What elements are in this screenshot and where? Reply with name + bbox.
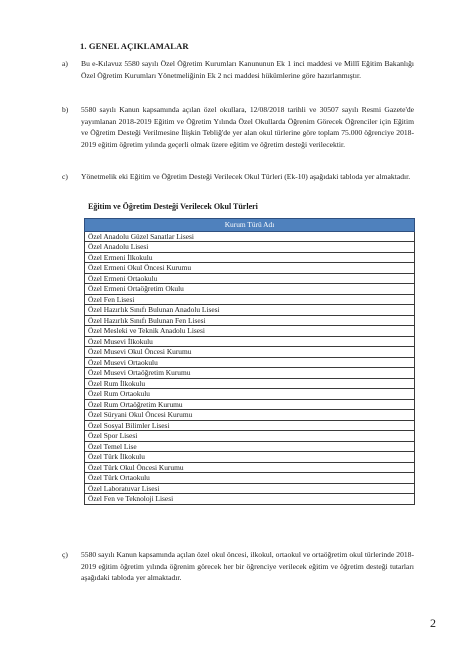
paragraph-a (62, 58, 414, 81)
table-row (85, 347, 415, 358)
table-row (85, 284, 415, 295)
table-caption: Eğitim ve Öğretim Desteği Verilecek Okul Türleri (88, 202, 258, 211)
table-row (85, 315, 415, 326)
table-cell: Özel Ermeni Okul Öncesi Kurumu (85, 263, 415, 274)
table-cell: Özel Fen Lisesi (85, 294, 415, 305)
paragraph-c (62, 171, 414, 183)
table-cell: Özel Fen ve Teknoloji Lisesi (85, 494, 415, 505)
table-row (85, 494, 415, 505)
paragraph-text: 5580 sayılı Kanun kapsamında açılan özel okullara, 12/08/2018 tarihli ve 30507 sayılı Resmi Gazete'de yayımlanan 2018-2019 Eğitim ve Öğretim Yılında Özel Okullarda Öğrenim Görecek Öğrenciler için Eğitim ve Öğretim Desteği Verilmesine İlişkin Tebliğ'de yer alan okul türlerine göre toplam 75.000 öğrenciye 2018-2019 eğitim öğretim yılında geçerli olmak üzere eğitim ve öğretim desteği verilecektir. (81, 105, 414, 149)
table-cell: Özel Ermeni İlkokulu (85, 252, 415, 263)
table-row (85, 273, 415, 284)
paragraph-text: 5580 sayılı Kanun kapsamında açılan özel okul öncesi, ilkokul, ortaokul ve ortaöğretim okul türlerinde 2018-2019 eğitim öğretim yılında öğrenim görecek her bir öğrenciye verilecek eğitim ve öğretim desteği tutarları aşağıdaki tabloda yer almaktadır. (81, 550, 414, 582)
paragraph-letter: b) (62, 105, 69, 114)
section-heading: 1. GENEL AÇIKLAMALAR (80, 41, 189, 51)
paragraph-letter: a) (62, 59, 68, 68)
table-row (85, 441, 415, 452)
table-cell: Özel Rum İlkokulu (85, 378, 415, 389)
table-cell: Özel Türk İlkokulu (85, 452, 415, 463)
paragraph-b (62, 104, 414, 150)
table-row (85, 263, 415, 274)
table-row (85, 462, 415, 473)
table-cell: Özel Musevi Ortaöğretim Kurumu (85, 368, 415, 379)
paragraph-letter: ç) (62, 550, 68, 559)
table-row (85, 336, 415, 347)
paragraph-text: Bu e-Kılavuz 5580 sayılı Özel Öğretim Kurumları Kanununun Ek 1 inci maddesi ve Millî Eğitim Bakanlığı Özel Öğretim Kurumları Yönetmeliğinin Ek 2 nci maddesi hükümlerine göre hazırlanmıştır. (81, 59, 414, 80)
table-row (85, 231, 415, 242)
table-cell: Özel Anadolu Güzel Sanatlar Lisesi (85, 231, 415, 242)
table-cell: Özel Spor Lisesi (85, 431, 415, 442)
table-row (85, 389, 415, 400)
table-row (85, 473, 415, 484)
school-types-table (84, 218, 415, 505)
table-row (85, 368, 415, 379)
table-row (85, 357, 415, 368)
table-row (85, 410, 415, 421)
page-number: 2 (430, 616, 436, 630)
table-header-cell: Kurum Türü Adı (85, 219, 415, 232)
table-row (85, 305, 415, 316)
table-row (85, 420, 415, 431)
table-row (85, 242, 415, 253)
paragraph-text: Yönetmelik eki Eğitim ve Öğretim Desteği Verilecek Okul Türleri (Ek-10) aşağıdaki tabloda yer almaktadır. (81, 172, 411, 181)
paragraph-letter: c) (62, 172, 68, 181)
table-cell: Özel Hazırlık Sınıfı Bulunan Fen Lisesi (85, 315, 415, 326)
table-cell: Özel Süryani Okul Öncesi Kurumu (85, 410, 415, 421)
table-cell: Özel Rum Ortaöğretim Kurumu (85, 399, 415, 410)
table-header-row (85, 219, 415, 232)
paragraph-c-cedilla (62, 549, 414, 584)
table-row (85, 483, 415, 494)
table-cell: Özel Sosyal Bilimler Lisesi (85, 420, 415, 431)
table-row (85, 431, 415, 442)
table-row (85, 378, 415, 389)
table-cell: Özel Türk Ortaokulu (85, 473, 415, 484)
table-cell: Özel Hazırlık Sınıfı Bulunan Anadolu Lisesi (85, 305, 415, 316)
table-cell: Özel Rum Ortaokulu (85, 389, 415, 400)
table-row (85, 294, 415, 305)
table-cell: Özel Musevi Ortaokulu (85, 357, 415, 368)
table-cell: Özel Anadolu Lisesi (85, 242, 415, 253)
table-row (85, 326, 415, 337)
table-cell: Özel Laboratuvar Lisesi (85, 483, 415, 494)
table-cell: Özel Mesleki ve Teknik Anadolu Lisesi (85, 326, 415, 337)
table-cell: Özel Musevi Okul Öncesi Kurumu (85, 347, 415, 358)
table-cell: Özel Musevi İlkokulu (85, 336, 415, 347)
table-cell: Özel Türk Okul Öncesi Kurumu (85, 462, 415, 473)
table-cell: Özel Temel Lise (85, 441, 415, 452)
table-row (85, 252, 415, 263)
table-cell: Özel Ermeni Ortaöğretim Okulu (85, 284, 415, 295)
table-row (85, 452, 415, 463)
table-cell: Özel Ermeni Ortaokulu (85, 273, 415, 284)
table-row (85, 399, 415, 410)
